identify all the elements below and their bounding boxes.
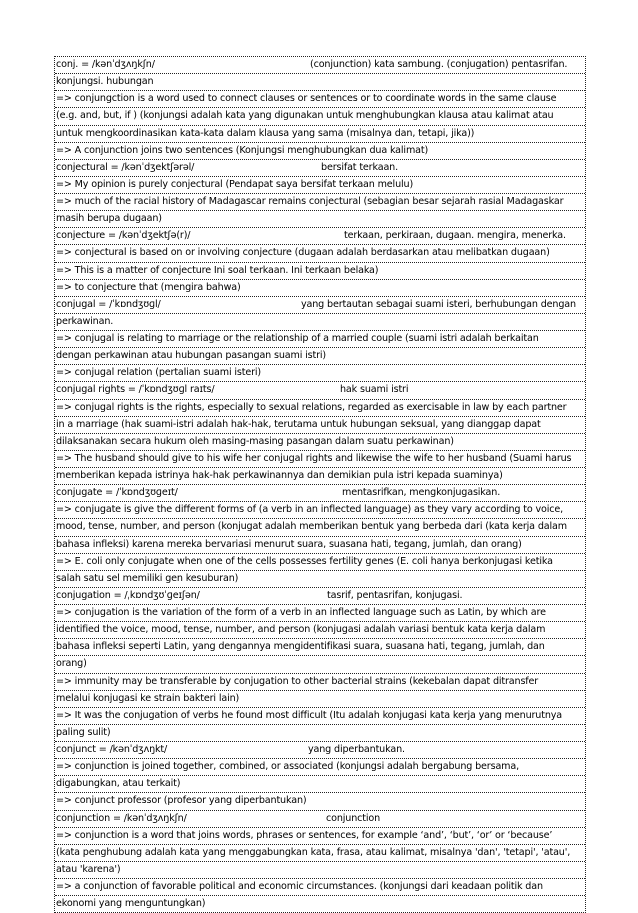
definition-line: dilaksanakan secara hukum oleh masing-masing pasangan dalam suatu perkawinan) xyxy=(55,434,585,451)
dictionary-entry xyxy=(55,57,585,160)
entry-header xyxy=(55,485,585,502)
translation: conjunction xyxy=(326,812,381,824)
example-line: => This is a matter of conjecture Ini soal terkaan. Ini terkaan belaka) xyxy=(55,263,585,280)
definition-line: digabungkan, atau terkait) xyxy=(55,776,585,793)
example-line: => conjugal is relating to marriage or the relationship of a married couple (suami istri adalah berkaitan xyxy=(55,331,585,348)
definition-line: melalui konjugasi ke strain bakteri lain) xyxy=(55,691,585,708)
definition-line: orang) xyxy=(55,656,585,673)
example-line: => much of the racial history of Madagascar remains conjectural (sebagian besar sejarah rasial Madagaskar xyxy=(55,194,585,211)
headword: conjunction = /kənˈdʒʌŋkʃn/ xyxy=(56,812,187,824)
example-line: => E. coli only conjugate when one of the cells possesses fertility genes (E. coli hanya berkonjugasi ketika xyxy=(55,554,585,571)
definition-line: (e.g. and, but, if ) (konjungsi adalah kata yang digunakan untuk menghubungkan klausa atau kalimat atau xyxy=(55,108,585,125)
example-line: => conjunct professor (profesor yang diperbantukan) xyxy=(56,795,307,807)
definition-line: (kata penghubung adalah kata yang menggabungkan kata, frasa, atau kalimat, misalnya 'dan', 'tetapi', 'atau', xyxy=(55,845,585,862)
definition-line: in a marriage (hak suami-istri adalah hak-hak, terutama untuk hubungan seksual, yang dianggap dapat xyxy=(55,417,585,434)
definition-line: atau 'karena') xyxy=(55,862,585,879)
dictionary-entry xyxy=(55,228,585,297)
translation: yang bertautan sebagai suami isteri, berhubungan dengan xyxy=(301,298,576,310)
dictionary-entry xyxy=(55,485,585,588)
example-line: => conjugation is the variation of the form of a verb in an inflected language such as Latin, by which are xyxy=(55,605,585,622)
headword: conjugal = /ˈkɒndʒʊɡl/ xyxy=(56,298,161,310)
example-line: => conjunction is a word that joins words, phrases or sentences, for example ‘and’, ‘but’, ‘or’ or ‘because’ xyxy=(55,828,585,845)
dictionary-entry xyxy=(55,382,585,485)
headword: conjunct = /kənˈdʒʌŋkt/ xyxy=(56,744,168,755)
definition-line: untuk mengkoordinasikan kata-kata dalam klausa yang sama (misalnya dan, tetapi, jika)) xyxy=(55,126,585,143)
definition-line: paling sulit) xyxy=(56,726,111,738)
example-line: => conjugate is give the different forms of (a verb in an inflected language) as they vary according to voice, xyxy=(55,502,585,519)
dictionary-entry xyxy=(55,297,585,383)
definition-line: ekonomi yang menguntungkan) xyxy=(56,898,206,910)
definition-line: mood, tense, number, and person (konjugat adalah memberikan bentuk yang berbeda dari (kata kerja dalam xyxy=(55,519,585,536)
headword: conjugation = /ˌkɒndʒʊˈɡeɪʃən/ xyxy=(56,589,200,601)
example-line: => The husband should give to his wife her conjugal rights and likewise the wife to her husband (Suami harus xyxy=(55,451,585,468)
headword: conjecture = /kənˈdʒektʃə(r)/ xyxy=(56,230,191,242)
dictionary-document xyxy=(54,56,586,913)
definition-line: masih berupa dugaan) xyxy=(56,213,162,225)
definition-line: konjungsi. hubungan xyxy=(55,74,585,91)
example-line: => conjugal rights is the rights, especially to sexual relations, regarded as exercisable in law by each partner xyxy=(55,400,585,417)
translation: mentasrifkan, mengkonjugasikan. xyxy=(342,487,501,499)
example-line: => a conjunction of favorable political and economic circumstances. (konjungsi dari keadaan politik dan xyxy=(55,879,585,896)
definition-line: perkawinan. xyxy=(55,314,585,331)
definition-line: memberikan kepada istrinya hak-hak perkawinannya dan demikian pula istri kepada suaminya) xyxy=(56,470,503,481)
definition-line: dengan perkawinan atau hubungan pasangan suami istri) xyxy=(55,348,585,365)
example-line: => conjectural is based on or involving conjecture (dugaan adalah berdasarkan atau melibatkan dugaan) xyxy=(55,245,585,262)
entry-header xyxy=(55,811,585,828)
translation: hak suami istri xyxy=(340,384,409,396)
entry-header xyxy=(55,57,585,74)
definition-line: salah satu sel memiliki gen kesuburan) xyxy=(56,572,239,584)
example-line: => conjugal relation (pertalian suami isteri) xyxy=(56,367,261,379)
definition-line: bahasa infleksi seperti Latin, yang dengannya mengidentifikasi suara, suasana hati, tegang, jumlah, dan xyxy=(55,639,585,656)
translation: tasrif, pentasrifan, konjugasi. xyxy=(327,589,463,601)
translation: bersifat terkaan. xyxy=(321,161,399,173)
headword: conj. = /kənˈdʒʌŋkʃn/ xyxy=(56,59,155,70)
example-line: => A conjunction joins two sentences (Konjungsi menghubungkan dua kalimat) xyxy=(56,144,429,156)
entry-header xyxy=(55,160,585,177)
translation: yang diperbantukan. xyxy=(308,744,405,755)
definition-line: bahasa infleksi) karena mereka bervariasi menurut suara, suasana hati, tegang, jumlah, dan orang) xyxy=(55,537,585,554)
example-line: => to conjecture that (mengira bahwa) xyxy=(56,281,241,293)
translation: (conjunction) kata sambung. (conjugation) pentasrifan. xyxy=(310,59,568,70)
example-line: => It was the conjugation of verbs he found most difficult (Itu adalah konjugasi kata kerja yang menurutnya xyxy=(55,708,585,725)
entry-header xyxy=(55,297,585,314)
example-line: => My opinion is purely conjectural (Pendapat saya bersifat terkaan melulu) xyxy=(55,177,585,194)
dictionary-entry xyxy=(55,588,585,742)
dictionary-entry xyxy=(55,160,585,229)
headword: conjectural = /kənˈdʒektʃərəl/ xyxy=(56,161,195,173)
headword: conjugate = /ˈkɒndʒʊɡeɪt/ xyxy=(56,487,178,499)
example-line: => immunity may be transferable by conjugation to other bacterial strains (kekebalan dapat ditransfer xyxy=(55,674,585,691)
dictionary-entry xyxy=(55,811,585,913)
entry-header xyxy=(55,742,585,759)
example-line: => conjunction is joined together, combined, or associated (konjungsi adalah bergabung bersama, xyxy=(55,759,585,776)
entry-header xyxy=(55,382,585,399)
entry-header xyxy=(55,588,585,605)
entry-header xyxy=(55,228,585,245)
translation: terkaan, perkiraan, dugaan. mengira, menerka. xyxy=(344,230,566,242)
definition-line: identified the voice, mood, tense, number, and person (konjugasi adalah variasi bentuk kata kerja dalam xyxy=(55,622,585,639)
dictionary-entry xyxy=(55,742,585,811)
example-line: => conjungction is a word used to connect clauses or sentences or to coordinate words in the same clause xyxy=(55,91,585,108)
headword: conjugal rights = /ˈkɒndʒʊɡl raɪts/ xyxy=(56,384,215,396)
